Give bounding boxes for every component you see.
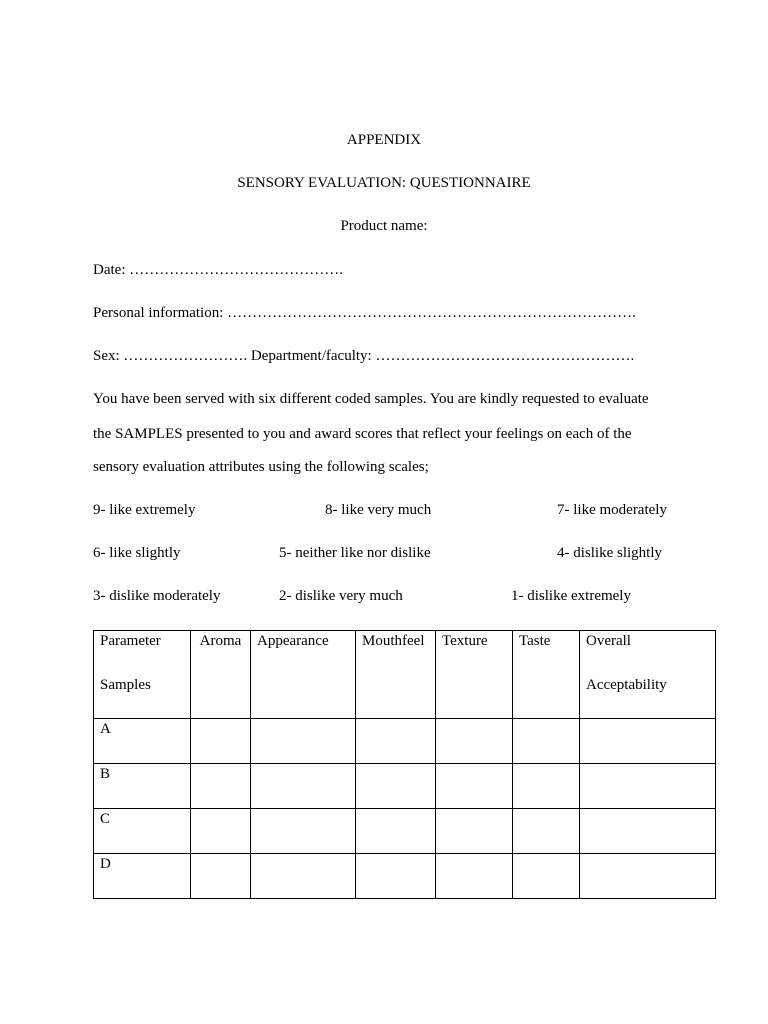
score-cell[interactable] <box>580 854 716 899</box>
header-parameter: Parameter <box>100 633 161 649</box>
questionnaire-title: SENSORY EVALUATION: QUESTIONNAIRE <box>237 175 531 191</box>
header-cell <box>580 631 716 719</box>
scale-item: 6- like slightly <box>93 545 181 561</box>
score-cell[interactable] <box>436 764 513 809</box>
table-row <box>94 719 716 764</box>
header-mouthfeel: Mouthfeel <box>356 631 436 719</box>
score-cell[interactable] <box>356 719 436 764</box>
scale-item: 8- like very much <box>325 502 432 518</box>
score-cell[interactable] <box>251 854 356 899</box>
score-cell[interactable] <box>356 854 436 899</box>
score-cell[interactable] <box>251 719 356 764</box>
table-row <box>94 764 716 809</box>
table-row <box>94 809 716 854</box>
product-name-label: Product name: <box>340 218 428 234</box>
score-cell[interactable] <box>356 809 436 854</box>
header-samples: Samples <box>100 677 151 693</box>
score-cell[interactable] <box>436 719 513 764</box>
scale-item: 3- dislike moderately <box>93 588 221 604</box>
table-row <box>94 854 716 899</box>
scale-item: 2- dislike very much <box>279 588 403 604</box>
score-cell[interactable] <box>251 809 356 854</box>
header-overall: Overall <box>586 633 631 649</box>
header-cell <box>94 631 191 719</box>
score-cell[interactable] <box>513 764 580 809</box>
appendix-heading: APPENDIX <box>346 132 422 148</box>
score-cell[interactable] <box>580 764 716 809</box>
score-cell[interactable] <box>191 764 251 809</box>
scale-item: 5- neither like nor dislike <box>279 545 431 561</box>
score-cell[interactable] <box>356 764 436 809</box>
scale-item: 9- like extremely <box>93 502 196 518</box>
header-acceptability: Acceptability <box>586 677 667 693</box>
score-cell[interactable] <box>436 854 513 899</box>
sample-label: A <box>94 719 191 764</box>
score-cell[interactable] <box>191 809 251 854</box>
date-field[interactable]: Date: ……………………………………. <box>93 262 343 278</box>
score-cell[interactable] <box>251 764 356 809</box>
score-cell[interactable] <box>191 854 251 899</box>
score-cell[interactable] <box>191 719 251 764</box>
instruction-line-3: sensory evaluation attributes using the following scales; <box>93 459 429 475</box>
table-header-row <box>94 631 716 719</box>
header-aroma: Aroma <box>191 631 251 719</box>
sample-label: D <box>94 854 191 899</box>
sample-label: C <box>94 809 191 854</box>
scale-item: 1- dislike extremely <box>511 588 631 604</box>
header-taste: Taste <box>513 631 580 719</box>
score-cell[interactable] <box>513 719 580 764</box>
score-cell[interactable] <box>513 809 580 854</box>
sample-label: B <box>94 764 191 809</box>
instruction-line-1: You have been served with six different coded samples. You are kindly requested to evaluate <box>93 391 649 407</box>
instruction-line-2: the SAMPLES presented to you and award scores that reflect your feelings on each of the <box>93 426 632 442</box>
score-cell[interactable] <box>513 854 580 899</box>
score-cell[interactable] <box>580 809 716 854</box>
score-cell[interactable] <box>436 809 513 854</box>
scale-item: 4- dislike slightly <box>557 545 662 561</box>
scale-item: 7- like moderately <box>557 502 667 518</box>
personal-information-field[interactable]: Personal information: ………………………………………………………………………. <box>93 305 636 321</box>
score-cell[interactable] <box>580 719 716 764</box>
header-appearance: Appearance <box>251 631 356 719</box>
score-table <box>93 630 716 899</box>
sex-department-field[interactable]: Sex: ……………………. Department/faculty: ……………………………………………. <box>93 348 635 364</box>
header-texture: Texture <box>436 631 513 719</box>
